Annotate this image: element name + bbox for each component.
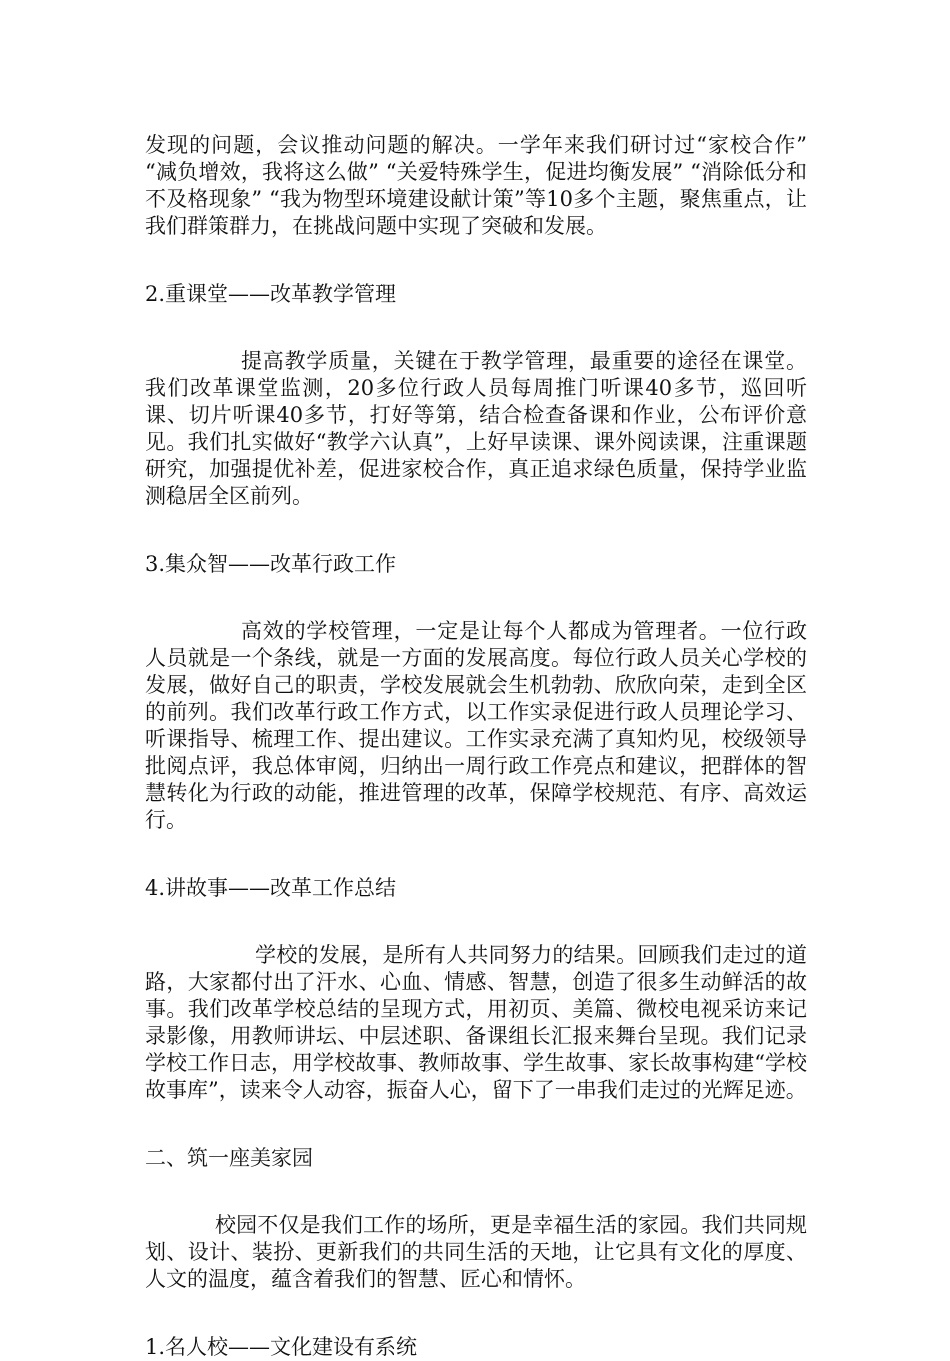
section-heading: 4.讲故事——改革工作总结 xyxy=(145,876,397,900)
document-body xyxy=(145,132,807,1361)
section-heading: 1.名人校——文化建设有系统 xyxy=(145,1335,418,1359)
body-paragraph: 提高教学质量，关键在于教学管理，最重要的途径在课堂。我们改革课堂监测，20多位行政人员每周推门听课40多节，巡回听课、切片听课40多节，打好等第，结合检查备课和作业，公布评价意见。我们扎实做好“教学六认真”，上好早读课、课外阅读课，注重课题研究，加强提优补差，促进家校合作，真正追求绿色质量，保持学业监测稳居全区前列。 xyxy=(145,349,807,508)
body-paragraph: 校园不仅是我们工作的场所，更是幸福生活的家园。我们共同规划、设计、装扮、更新我们的共同生活的天地，让它具有文化的厚度、人文的温度，蕴含着我们的智慧、匠心和情怀。 xyxy=(145,1213,807,1291)
body-paragraph: 高效的学校管理，一定是让每个人都成为管理者。一位行政人员就是一个条线，就是一方面的发展高度。每位行政人员关心学校的发展，做好自己的职责，学校发展就会生机勃勃、欣欣向荣，走到全区的前列。我们改革行政工作方式，以工作实录促进行政人员理论学习、听课指导、梳理工作、提出建议。工作实录充满了真知灼见，校级领导批阅点评，我总体审阅，归纳出一周行政工作亮点和建议，把群体的智慧转化为行政的动能，推进管理的改革，保障学校规范、有序、高效运行。 xyxy=(145,619,807,832)
section-heading: 3.集众智——改革行政工作 xyxy=(145,552,397,576)
body-paragraph: 发现的问题，会议推动问题的解决。一学年来我们研讨过“家校合作” “减负增效，我将这么做” “关爱特殊学生，促进均衡发展” “消除低分和不及格现象” “我为物型环境建设献计策”等10多个主题，聚焦重点，让我们群策群力，在挑战问题中实现了突破和发展。 xyxy=(145,133,807,238)
body-paragraph: 学校的发展，是所有人共同努力的结果。回顾我们走过的道路，大家都付出了汗水、心血、情感、智慧，创造了很多生动鲜活的故事。我们改革学校总结的呈现方式，用初页、美篇、微校电视采访来记录影像，用教师讲坛、中层述职、备课组长汇报来舞台呈现。我们记录学校工作日志，用学校故事、教师故事、学生故事、家长故事构建“学校故事库”，读来令人动容，振奋人心，留下了一串我们走过的光辉足迹。 xyxy=(145,943,807,1102)
section-heading: 二、筑一座美家园 xyxy=(145,1146,313,1170)
section-heading: 2.重课堂——改革教学管理 xyxy=(145,282,397,306)
